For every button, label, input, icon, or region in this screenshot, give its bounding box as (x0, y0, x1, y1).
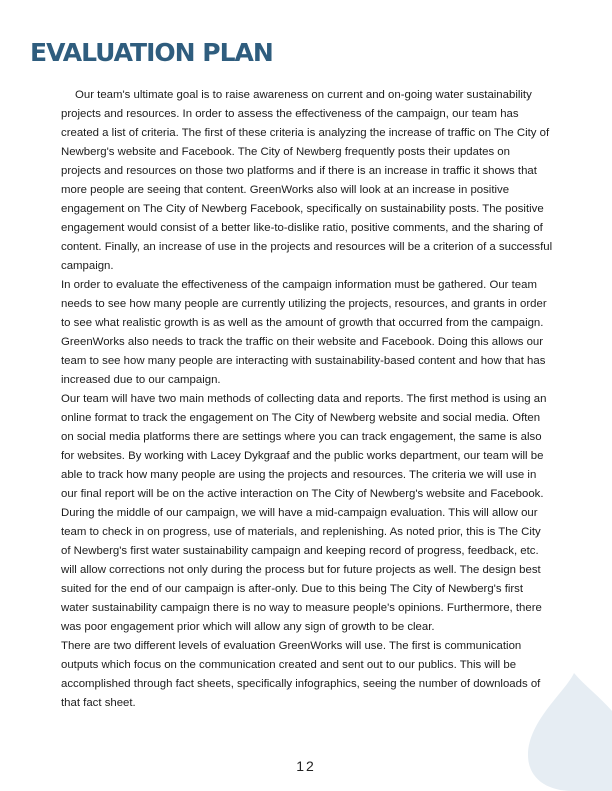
paragraph-1: Our team's ultimate goal is to raise awareness on current and on-going water sustainability projects and resources. In order to assess the effectiveness of the campaign, our team has created a list of criteria. The first of these criteria is analyzing the increase of traffic on The City of Newberg's website and Facebook. The City of Newberg frequently posts their updates on projects and resources on those two platforms and if there is an increase in traffic it shows that more people are seeing that content. GreenWorks also will look at an increase in positive engagement on The City of Newberg Facebook, specifically on sustainability posts. The positive engagement would consist of a better like-to-dislike ratio, positive comments, and the sharing of content. Finally, an increase of use in the projects and resources will be a criterion of a successful campaign. (61, 89, 553, 272)
body-text (61, 86, 553, 713)
paragraph-5: There are two different levels of evaluation GreenWorks will use. The first is communication outputs which focus on the communication created and sent out to our publics. This will be accomplished through fact sheets, specifically infographics, seeing the number of downloads of that fact sheet. (61, 640, 541, 709)
paragraph-3: Our team will have two main methods of collecting data and reports. The first method is using an online format to track the engagement on The City of Newberg website and social media. Often on social media platforms there are settings where you can track engagement, the same is also for websites. By working with Lacey Dykgraaf and the public works department, our team will be able to track how many people are using the projects and resources. The criteria we will use in our final report will be on the active interaction on The City of Newberg's website and Facebook. (61, 393, 547, 500)
page-title: EVALUATION PLAN (30, 38, 273, 67)
paragraph-4: During the middle of our campaign, we will have a mid-campaign evaluation. This will allow our team to check in on progress, use of materials, and replenishing. As noted prior, this is The City of Newberg's first water sustainability campaign and keeping record of progress, feedback, etc. will allow corrections not only during the process but for future projects as well. The design best suited for the end of our campaign is after-only. Due to this being The City of Newberg's first water sustainability campaign there is no way to measure people's opinions. Furthermore, there was poor engagement prior which will allow any sign of growth to be clear. (61, 507, 542, 633)
page-number: 12 (296, 758, 316, 774)
paragraph-2: In order to evaluate the effectiveness of the campaign information must be gathered. Our team needs to see how many people are currently utilizing the projects, resources, and grants in order to see what realistic growth is as well as the amount of growth that occurred from the campaign. GreenWorks also needs to track the traffic on their website and Facebook. Doing this allows our team to see how many people are interacting with sustainability-based content and how that has increased due to our campaign. (61, 279, 547, 386)
